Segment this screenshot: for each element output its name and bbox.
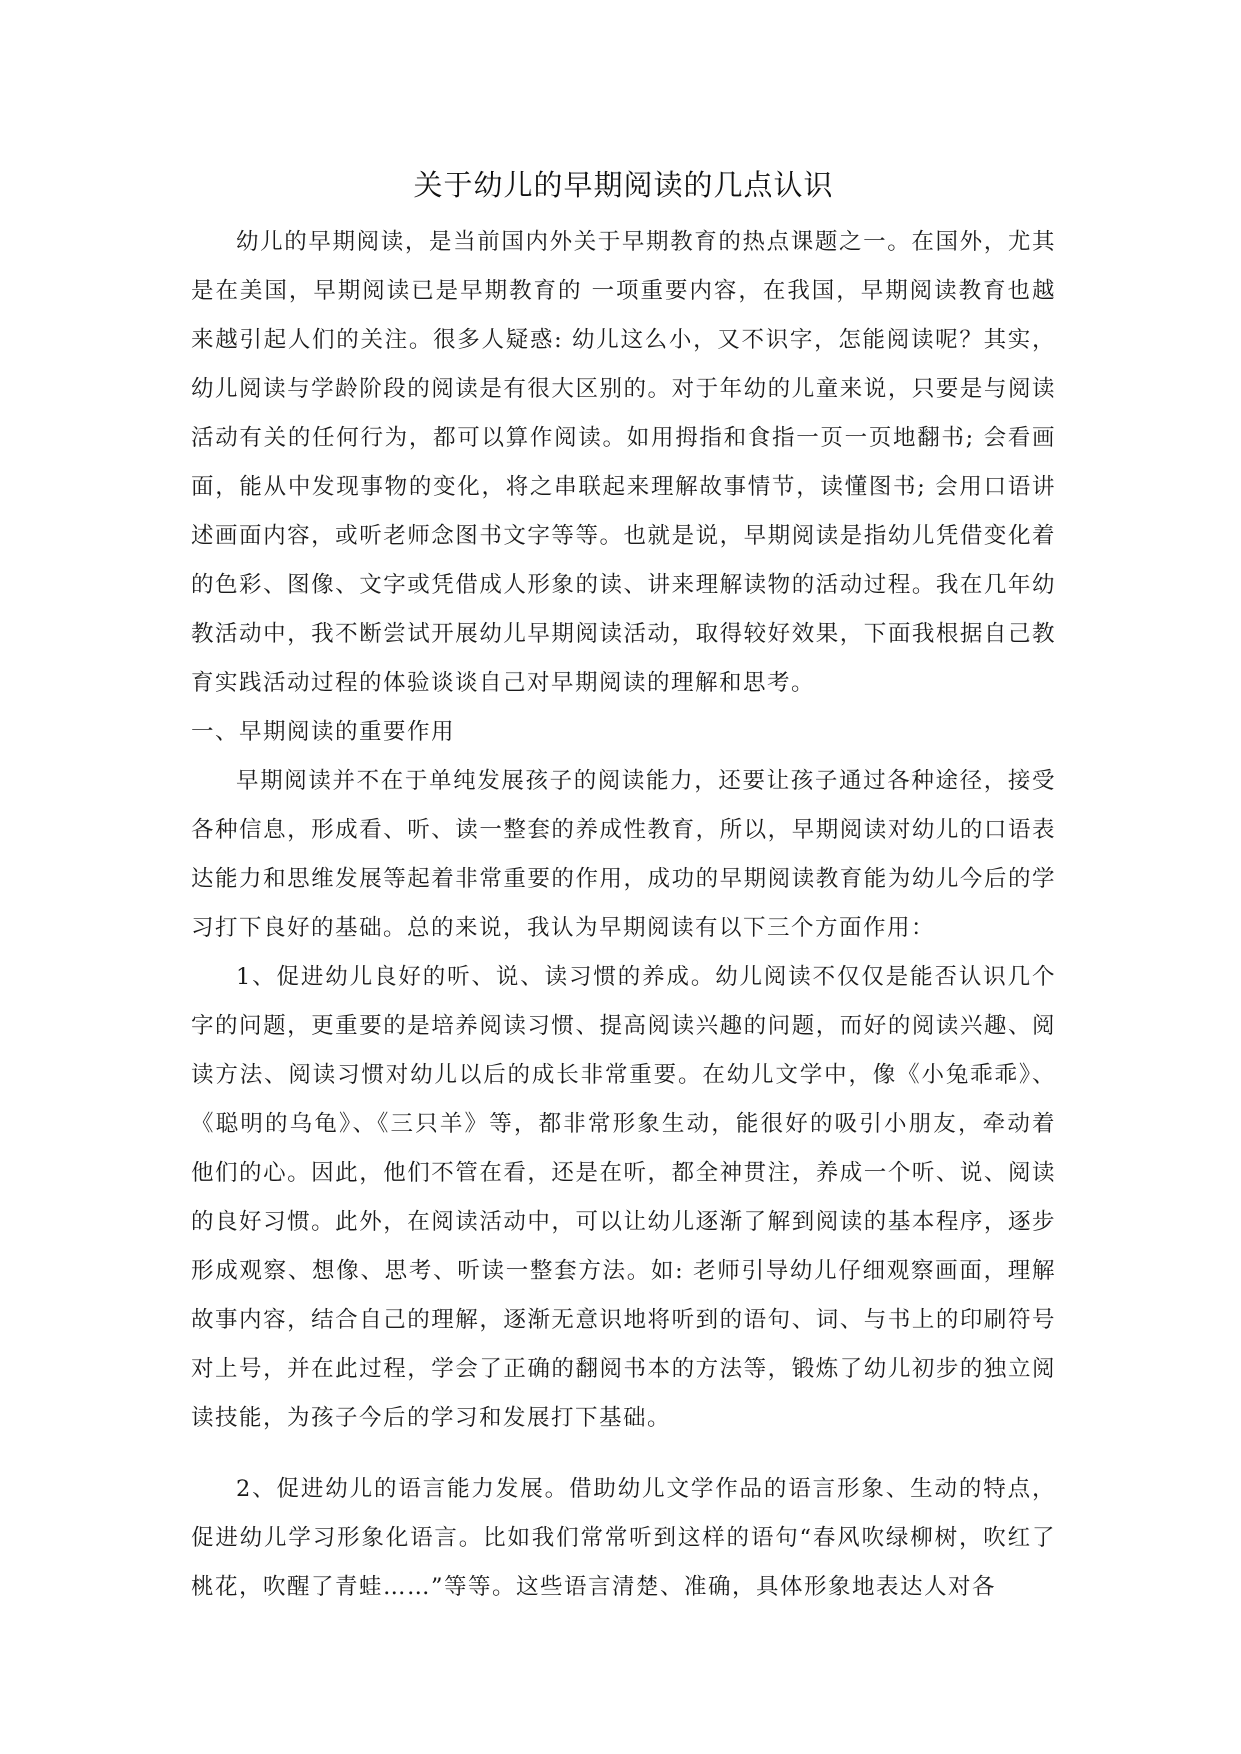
intro-paragraph: 幼儿的早期阅读，是当前国内外关于早期教育的热点课题之一。在国外，尤其是在美国，早期阅读已是早期教育的 一项重要内容，在我国，早期阅读教育也越来越引起人们的关注。很多人疑惑: 幼儿这么小，又不识字，怎能阅读呢？其实，幼儿阅读与学龄阶段的阅读是有很大区别的。对于年幼的儿童来说，只要是与阅读活动有关的任何行为，都可以算作阅读。如用拇指和食指一页一页地翻书; 会看画面，能从中发现事物的变化，将之串联起来理解故事情节，读懂图书; 会用口语讲述画面内容，或听老师念图书文字等等。也就是说，早期阅读是指幼儿凭借变化着的色彩、图像、文字或凭借成人形象的读、讲来理解读物的活动过程。我在几年幼教活动中，我不断尝试开展幼儿早期阅读活动，取得较好效果，下面我根据自己教育实践活动过程的体验谈谈自己对早期阅读的理解和思考。	[191, 229, 1056, 696]
section-heading: 一、早期阅读的重要作用	[191, 719, 456, 745]
document-body	[191, 158, 1056, 1612]
point-2-paragraph: 2、促进幼儿的语言能力发展。借助幼儿文学作品的语言形象、生动的特点，促进幼儿学习形象化语言。比如我们常常听到这样的语句“春风吹绿柳树，吹红了桃花，吹醒了青蛙……”等等。这些语言清楚、准确，具体形象地表达人对各	[191, 1476, 1056, 1600]
point-1-paragraph: 1、促进幼儿良好的听、说、读习惯的养成。幼儿阅读不仅仅是能否认识几个字的问题，更重要的是培养阅读习惯、提高阅读兴趣的问题，而好的阅读兴趣、阅读方法、阅读习惯对幼儿以后的成长非常重要。在幼儿文学中，像《小兔乖乖》、《聪明的乌龟》、《三只羊》等，都非常形象生动，能很好的吸引小朋友，牵动着他们的心。因此，他们不管在看，还是在听，都全神贯注，养成一个听、说、阅读的良好习惯。此外，在阅读活动中，可以让幼儿逐渐了解到阅读的基本程序，逐步形成观察、想像、思考、听读一整套方法。如: 老师引导幼儿仔细观察画面，理解故事内容，结合自己的理解，逐渐无意识地将听到的语句、词、与书上的印刷符号对上号，并在此过程，学会了正确的翻阅书本的方法等，锻炼了幼儿初步的独立阅读技能，为孩子今后的学习和发展打下基础。	[191, 964, 1056, 1431]
section-intro-paragraph: 早期阅读并不在于单纯发展孩子的阅读能力，还要让孩子通过各种途径，接受各种信息，形成看、听、读一整套的养成性教育，所以，早期阅读对幼儿的口语表达能力和思维发展等起着非常重要的作用，成功的早期阅读教育能为幼儿今后的学习打下良好的基础。总的来说，我认为早期阅读有以下三个方面作用：	[191, 768, 1056, 941]
document-title: 关于幼儿的早期阅读的几点认识	[413, 168, 834, 202]
